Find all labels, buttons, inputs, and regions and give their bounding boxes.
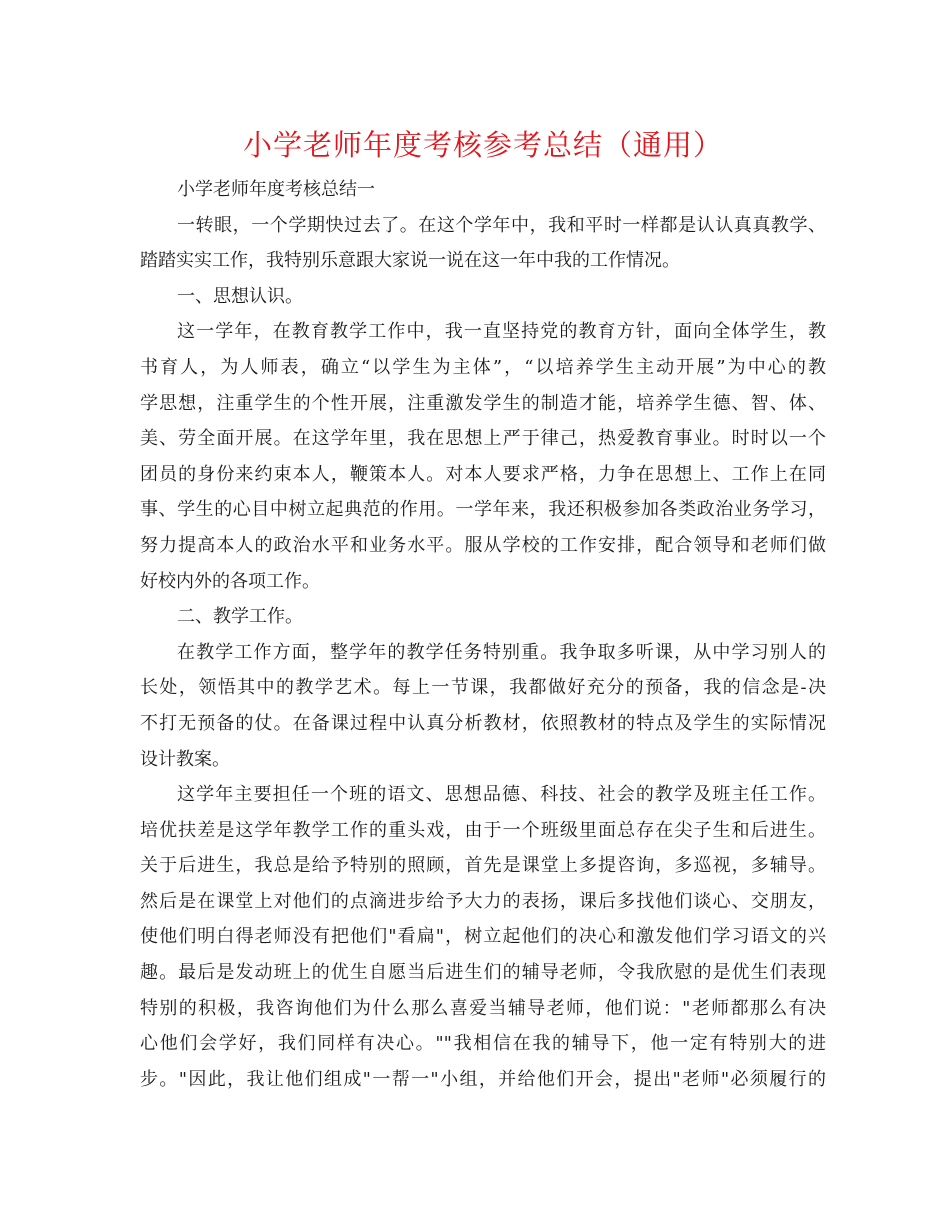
document-body: [140, 172, 826, 1097]
text-line: 使他们明白得老师没有把他们"看扁"，树立起他们的决心和激发他们学习语文的兴: [140, 926, 826, 948]
text-line: 一转眼，一个学期快过去了。在这个学年中，我和平时一样都是认认真真教学、: [177, 214, 826, 236]
text-line: 书育人，为人师表，确立“以学生为主体”，“以培养学生主动开展”为中心的教: [140, 356, 826, 378]
text-line: 心他们会学好，我们同样有决心。""我相信在我的辅导下，他一定有特别大的进: [140, 1033, 826, 1055]
text-line: 长处，领悟其中的教学艺术。每上一节课，我都做好充分的预备，我的信念是-决: [140, 677, 826, 699]
text-line: 步。"因此，我让他们组成"一帮一"小组，并给他们开会，提出"老师"必须履行的: [140, 1068, 826, 1090]
text-line: 培优扶差是这学年教学工作的重头戏，由于一个班级里面总存在尖子生和后进生。: [140, 819, 826, 841]
text-line: 好校内外的各项工作。: [140, 570, 320, 592]
text-line: 团员的身份来约束本人，鞭策本人。对本人要求严格，力争在思想上、工作上在同: [140, 463, 826, 485]
text-line: 学思想，注重学生的个性开展，注重激发学生的制造才能，培养学生德、智、体、: [140, 392, 826, 414]
text-line: 这学年主要担任一个班的语文、思想品德、科技、社会的教学及班主任工作。: [177, 784, 826, 806]
text-line: 趣。最后是发动班上的优生自愿当后进生们的辅导老师，令我欣慰的是优生们表现: [140, 962, 826, 984]
text-line: 美、劳全面开展。在这学年里，我在思想上严于律己，热爱教育事业。时时以一个: [140, 428, 826, 450]
text-line: 努力提高本人的政治水平和业务水平。服从学校的工作安排，配合领导和老师们做: [140, 534, 826, 556]
text-line: 在教学工作方面，整学年的教学任务特别重。我争取多听课，从中学习别人的: [177, 641, 826, 663]
text-line: 二、教学工作。: [177, 606, 303, 628]
text-line: 踏踏实实工作，我特别乐意跟大家说一说在这一年中我的工作情况。: [140, 250, 680, 272]
document-title: 小学老师年度考核参考总结（通用）: [242, 128, 723, 162]
document-page: [140, 122, 826, 1097]
text-line: 不打无预备的仗。在备课过程中认真分析教材，依照教材的特点及学生的实际情况: [140, 712, 826, 734]
text-line: 一、思想认识。: [177, 285, 303, 307]
text-line: 然后是在课堂上对他们的点滴进步给予大力的表扬，课后多找他们谈心、交朋友，: [140, 890, 826, 912]
text-line: 事、学生的心目中树立起典范的作用。一学年来，我还积极参加各类政治业务学习，: [140, 499, 826, 521]
text-line: 特别的积极，我咨询他们为什么那么喜爱当辅导老师，他们说："老师都那么有决: [140, 997, 826, 1019]
text-line: 这一学年，在教育教学工作中，我一直坚持党的教育方针，面向全体学生，教: [177, 321, 826, 343]
text-line: 设计教案。: [140, 748, 230, 770]
text-line: 小学老师年度考核总结一: [177, 179, 375, 200]
text-line: 关于后进生，我总是给予特别的照顾，首先是课堂上多提咨询，多巡视，多辅导。: [140, 855, 826, 877]
